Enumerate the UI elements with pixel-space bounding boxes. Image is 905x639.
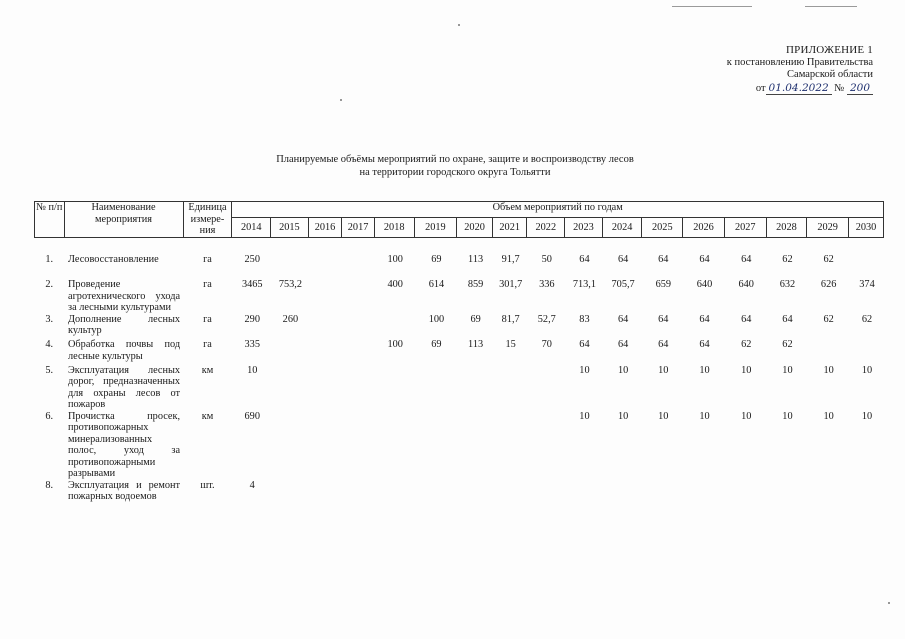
- value-cell: 10: [823, 410, 834, 422]
- table-row: [35, 254, 884, 280]
- value-cell: 64: [699, 313, 710, 325]
- activity-name: Эксплуатация и ремонт пожарных водоемов: [68, 479, 181, 502]
- value-cell: 4: [249, 479, 255, 491]
- value-cell: 614: [428, 279, 445, 290]
- header-volume: Объем мероприятий по годам: [232, 202, 884, 218]
- value-cell: 62: [823, 313, 834, 325]
- value-cell: 336: [539, 279, 555, 290]
- unit-cell: км: [201, 364, 214, 376]
- value-cell: 290: [244, 313, 260, 325]
- appendix-title: ПРИЛОЖЕНИЕ 1: [786, 44, 873, 56]
- value-cell: [271, 254, 309, 280]
- value-cell: 83: [579, 313, 590, 325]
- value-cell: 690: [244, 410, 260, 422]
- value-cell: 400: [387, 279, 403, 290]
- activity-name: Дополнение лесных культур: [68, 313, 181, 336]
- year-header: 2025: [642, 218, 683, 237]
- year-header: 2027: [724, 218, 766, 237]
- value-cell: 64: [658, 313, 669, 325]
- value-cell: 64: [658, 253, 669, 265]
- value-cell: [342, 480, 375, 506]
- value-cell: [271, 365, 309, 411]
- table-row: [35, 279, 884, 314]
- value-cell: 113: [468, 253, 484, 265]
- activity-name: Эксплуатация лесных дорог, предназначенных для охраны лесов от пожаров: [68, 364, 181, 410]
- header-num: № п/п: [35, 202, 65, 238]
- value-cell: 64: [617, 253, 629, 265]
- value-cell: [766, 480, 807, 506]
- value-cell: 10: [247, 364, 258, 376]
- scan-artifact-line: [805, 6, 857, 7]
- value-cell: 10: [658, 410, 669, 422]
- appendix-block: [673, 44, 873, 95]
- row-number: 1.: [45, 253, 54, 265]
- value-cell: [342, 339, 375, 365]
- value-cell: [807, 339, 849, 365]
- value-cell: [342, 279, 375, 314]
- value-cell: 10: [741, 410, 752, 422]
- value-cell: 64: [617, 313, 629, 325]
- unit-cell: га: [203, 339, 212, 350]
- value-cell: 100: [387, 253, 403, 265]
- value-cell: [308, 314, 342, 340]
- value-cell: 64: [782, 313, 793, 325]
- value-cell: [492, 480, 527, 506]
- value-cell: [849, 254, 884, 280]
- year-header: 2015: [271, 218, 309, 237]
- value-cell: 10: [699, 364, 710, 376]
- value-cell: 374: [859, 279, 875, 290]
- number-prefix: №: [834, 82, 845, 94]
- row-number: 5.: [45, 364, 54, 376]
- year-header: 2019: [414, 218, 457, 237]
- value-cell: 64: [741, 253, 752, 265]
- row-number: 4.: [45, 339, 54, 350]
- value-cell: [807, 480, 849, 506]
- value-cell: [342, 365, 375, 411]
- value-cell: [414, 480, 457, 506]
- year-header: 2030: [849, 218, 884, 237]
- appendix-line: к постановлению Правительства: [726, 56, 873, 68]
- value-cell: 62: [782, 253, 793, 265]
- value-cell: [308, 254, 342, 280]
- value-cell: 100: [428, 313, 445, 325]
- unit-cell: шт.: [200, 479, 215, 491]
- activity-name: Прочистка просек, противопожарных минерализованных полос, уход за противопожарными разрывами: [68, 410, 181, 479]
- unit-cell: га: [203, 279, 212, 290]
- table-row: [35, 365, 884, 411]
- year-header: 2022: [527, 218, 565, 237]
- value-cell: 62: [823, 253, 834, 265]
- value-cell: 69: [431, 339, 442, 350]
- year-header: 2028: [766, 218, 807, 237]
- value-cell: 52,7: [537, 313, 556, 325]
- table-row: [35, 411, 884, 480]
- value-cell: 10: [823, 364, 834, 376]
- header-name: Наименование мероприятия: [64, 202, 183, 238]
- activity-name: Обработка почвы под лесные культуры: [68, 339, 181, 362]
- value-cell: 62: [861, 313, 873, 325]
- row-number: 8.: [45, 479, 54, 491]
- value-cell: 10: [579, 364, 590, 376]
- row-number: 2.: [45, 279, 54, 290]
- value-cell: 705,7: [611, 279, 635, 290]
- value-cell: [271, 480, 309, 506]
- year-header: 2024: [602, 218, 642, 237]
- year-header: 2029: [807, 218, 849, 237]
- value-cell: 713,1: [572, 279, 597, 290]
- value-cell: 10: [617, 364, 629, 376]
- value-cell: 100: [387, 339, 403, 350]
- value-cell: 15: [505, 339, 516, 350]
- value-cell: 335: [244, 339, 260, 350]
- value-cell: 62: [782, 339, 793, 350]
- value-cell: [308, 365, 342, 411]
- value-cell: [457, 365, 493, 411]
- value-cell: 10: [658, 364, 669, 376]
- value-cell: 250: [244, 253, 260, 265]
- value-cell: [492, 411, 527, 480]
- year-header: 2020: [457, 218, 493, 237]
- value-cell: 50: [541, 253, 552, 265]
- scan-artifact-line: [672, 6, 752, 7]
- value-cell: 81,7: [501, 313, 520, 325]
- value-cell: 10: [699, 410, 710, 422]
- value-cell: [457, 480, 493, 506]
- value-cell: [683, 480, 725, 506]
- unit-cell: га: [203, 313, 212, 325]
- value-cell: 10: [861, 410, 873, 422]
- value-cell: [342, 254, 375, 280]
- activity-name: Лесовосстановление: [68, 253, 159, 265]
- value-cell: [849, 480, 884, 506]
- header-unit: Единица измере-ния: [183, 202, 232, 238]
- value-cell: [565, 480, 603, 506]
- value-cell: [602, 480, 642, 506]
- value-cell: [308, 411, 342, 480]
- year-header: 2026: [683, 218, 725, 237]
- value-cell: [414, 365, 457, 411]
- value-cell: [374, 411, 414, 480]
- value-cell: 10: [861, 364, 873, 376]
- value-cell: 64: [579, 339, 590, 350]
- unit-cell: км: [201, 410, 214, 422]
- year-header: 2018: [374, 218, 414, 237]
- value-cell: 69: [470, 313, 481, 325]
- value-cell: [527, 480, 565, 506]
- scan-artifact-dot: [888, 602, 890, 604]
- value-cell: 10: [782, 410, 793, 422]
- value-cell: [527, 365, 565, 411]
- decree-date: 01.04.2022: [766, 82, 832, 95]
- activity-name: Проведение агротехнического ухода за лесными культурами: [68, 279, 181, 313]
- year-header: 2014: [232, 218, 271, 237]
- table-row: [35, 314, 884, 340]
- value-cell: 301,7: [499, 279, 523, 290]
- value-cell: [271, 339, 309, 365]
- value-cell: [374, 365, 414, 411]
- value-cell: [342, 411, 375, 480]
- value-cell: [374, 480, 414, 506]
- value-cell: 753,2: [278, 279, 302, 290]
- spacer-row: [35, 237, 884, 254]
- row-number: 3.: [45, 313, 54, 325]
- value-cell: [527, 411, 565, 480]
- value-cell: 69: [431, 253, 442, 265]
- value-cell: [642, 480, 683, 506]
- year-header: 2021: [492, 218, 527, 237]
- scan-artifact-dot: [340, 99, 342, 101]
- title-line: на территории городского округа Тольятти: [359, 166, 551, 178]
- appendix-line: Самарской области: [787, 69, 873, 80]
- value-cell: 659: [655, 279, 672, 290]
- table-row: [35, 480, 884, 506]
- unit-cell: га: [203, 253, 212, 265]
- year-header: 2016: [308, 218, 342, 237]
- value-cell: 10: [579, 410, 590, 422]
- year-header: 2017: [342, 218, 375, 237]
- value-cell: [308, 279, 342, 314]
- scan-artifact-dot: [458, 24, 460, 26]
- table-row: [35, 339, 884, 365]
- value-cell: 91,7: [501, 253, 520, 265]
- value-cell: [308, 339, 342, 365]
- decree-date-number: [673, 82, 873, 96]
- value-cell: 64: [741, 313, 752, 325]
- value-cell: 64: [579, 253, 590, 265]
- row-number: 6.: [45, 410, 54, 422]
- value-cell: [308, 480, 342, 506]
- value-cell: 64: [617, 339, 629, 350]
- value-cell: 62: [741, 339, 752, 350]
- value-cell: [457, 411, 493, 480]
- value-cell: 10: [741, 364, 752, 376]
- value-cell: 64: [699, 253, 710, 265]
- value-cell: 632: [779, 279, 796, 290]
- value-cell: 10: [782, 364, 793, 376]
- value-cell: 3465: [241, 279, 263, 290]
- value-cell: [414, 411, 457, 480]
- year-header: 2023: [565, 218, 603, 237]
- value-cell: 64: [658, 339, 669, 350]
- value-cell: 260: [282, 313, 299, 325]
- date-prefix: от: [755, 82, 766, 94]
- document-title: [190, 154, 720, 179]
- value-cell: [724, 480, 766, 506]
- plan-table: [34, 201, 884, 505]
- value-cell: 113: [468, 339, 484, 350]
- value-cell: 859: [467, 279, 484, 290]
- value-cell: [374, 314, 414, 340]
- value-cell: 626: [820, 279, 837, 290]
- value-cell: 640: [738, 279, 754, 290]
- value-cell: [849, 339, 884, 365]
- value-cell: 70: [541, 339, 552, 350]
- value-cell: [492, 365, 527, 411]
- value-cell: 640: [696, 279, 713, 290]
- value-cell: [342, 314, 375, 340]
- plan-body: [35, 237, 884, 505]
- value-cell: 10: [617, 410, 629, 422]
- decree-number: 200: [847, 82, 873, 95]
- title-line: Планируемые объёмы мероприятий по охране, защите и воспроизводству лесов: [276, 154, 634, 165]
- value-cell: [271, 411, 309, 480]
- value-cell: 64: [699, 339, 710, 350]
